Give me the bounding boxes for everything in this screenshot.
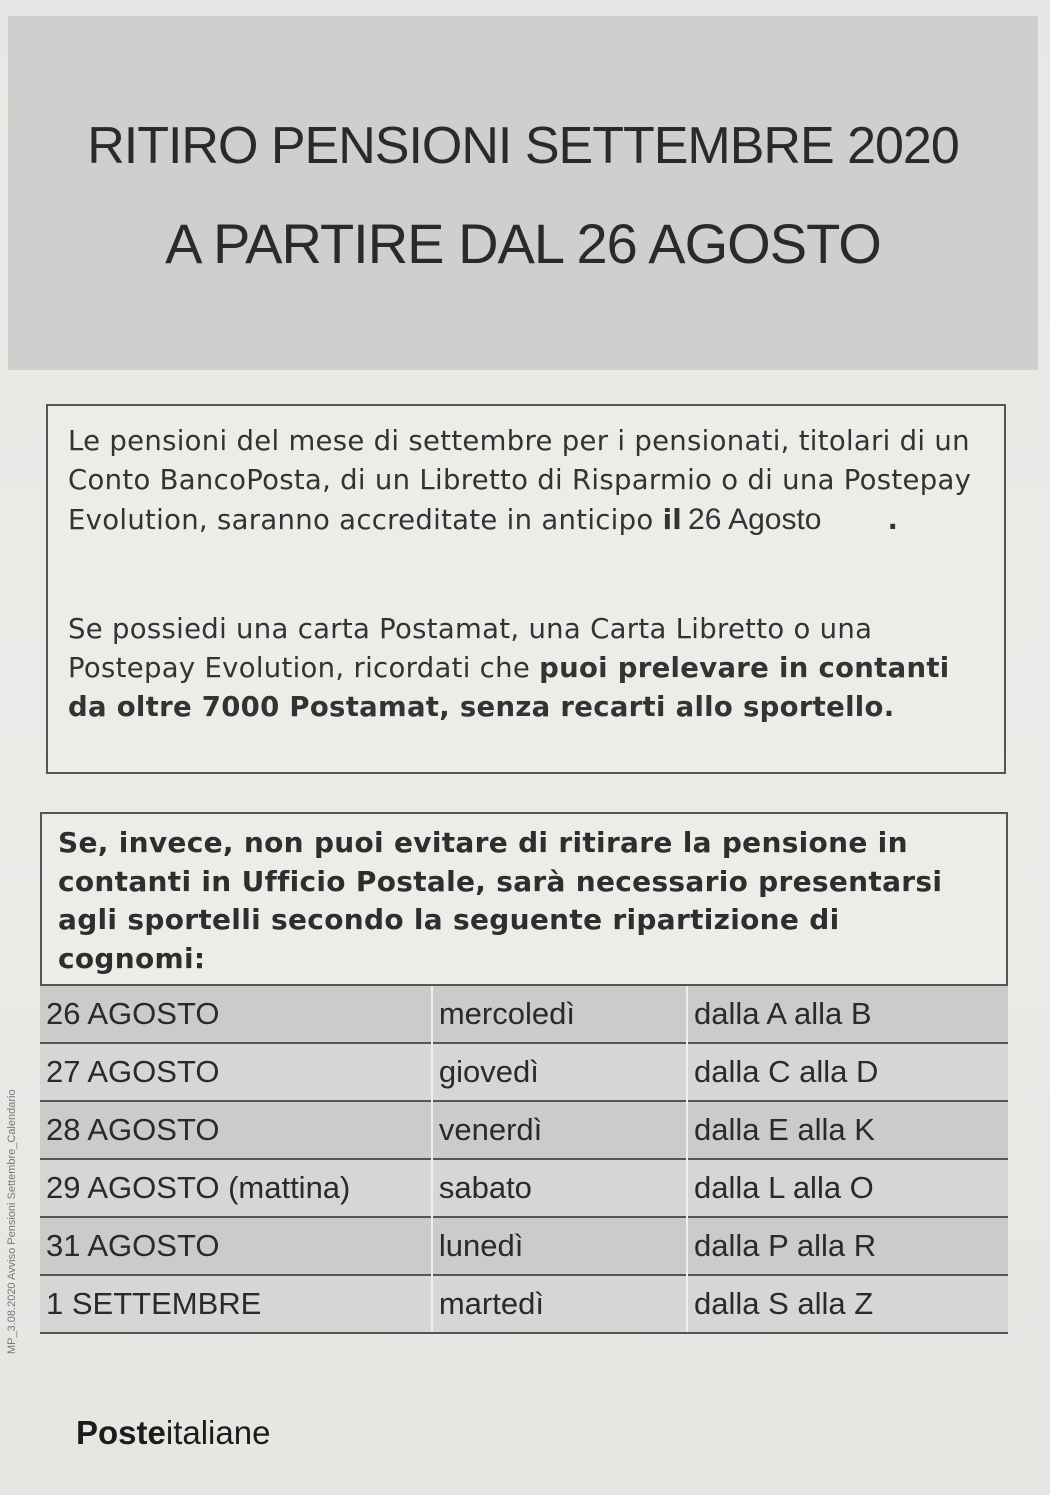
header-band [8,16,1038,370]
row-range: dalla A alla B [687,985,1008,1043]
row-date: 29 AGOSTO (mattina) [40,1159,432,1217]
postamat-text: Se possiedi una carta Postamat, una Carta Libretto o una Postepay Evolution, ricordati che [68,613,873,684]
credit-period: . [887,504,899,536]
row-date: 27 AGOSTO [40,1043,432,1101]
schedule-box [40,812,1008,1334]
table-row [40,1275,1008,1332]
row-date: 28 AGOSTO [40,1101,432,1159]
schedule-intro: Se, invece, non puoi evitare di ritirare la pensione in contanti in Ufficio Postale, sarà necessario presentarsi agli sportelli secondo la seguente ripartizione di cognomi: [58,826,943,975]
row-day: venerdì [432,1101,687,1159]
table-row [40,1159,1008,1217]
table-row [40,1101,1008,1159]
logo-regular: italiane [165,1414,271,1451]
credit-paragraph [68,422,988,540]
notice-subtitle: A PARTIRE DAL 26 AGOSTO [165,212,881,275]
row-day: mercoledì [432,985,687,1043]
postamat-paragraph [68,610,988,727]
row-date: 26 AGOSTO [40,985,432,1043]
row-day: martedì [432,1275,687,1332]
row-range: dalla L alla O [687,1159,1008,1217]
table-row [40,1217,1008,1275]
row-range: dalla E alla K [687,1101,1008,1159]
row-range: dalla C alla D [687,1043,1008,1101]
info-box [46,404,1006,774]
row-day: giovedì [432,1043,687,1101]
row-date: 1 SETTEMBRE [40,1275,432,1332]
notice-title: RITIRO PENSIONI SETTEMBRE 2020 [87,117,959,175]
document-code: MP_3.08.2020 Avviso Pensioni Settembre_Calendario [6,1089,18,1354]
credit-text: Le pensioni del mese di settembre per i pensionati, titolari di un Conto BancoPosta, di un Libretto di Risparmio o di una Postepay Evolution, saranno accreditate in anticipo [68,425,972,536]
row-range: dalla S alla Z [687,1275,1008,1332]
postamat-bold: puoi prelevare in contanti da oltre 7000 Postamat, senza recarti allo sportello. [68,652,950,723]
row-range: dalla P alla R [687,1217,1008,1275]
credit-bold: il [662,504,683,536]
row-date: 31 AGOSTO [40,1217,432,1275]
poste-italiane-logo [76,1414,270,1452]
table-row [40,985,1008,1043]
schedule-table [40,984,1008,1332]
table-row [40,1043,1008,1101]
row-day: lunedì [432,1217,687,1275]
logo-bold: Poste [76,1414,166,1451]
row-day: sabato [432,1159,687,1217]
credit-date: 26 Agosto [688,503,822,536]
